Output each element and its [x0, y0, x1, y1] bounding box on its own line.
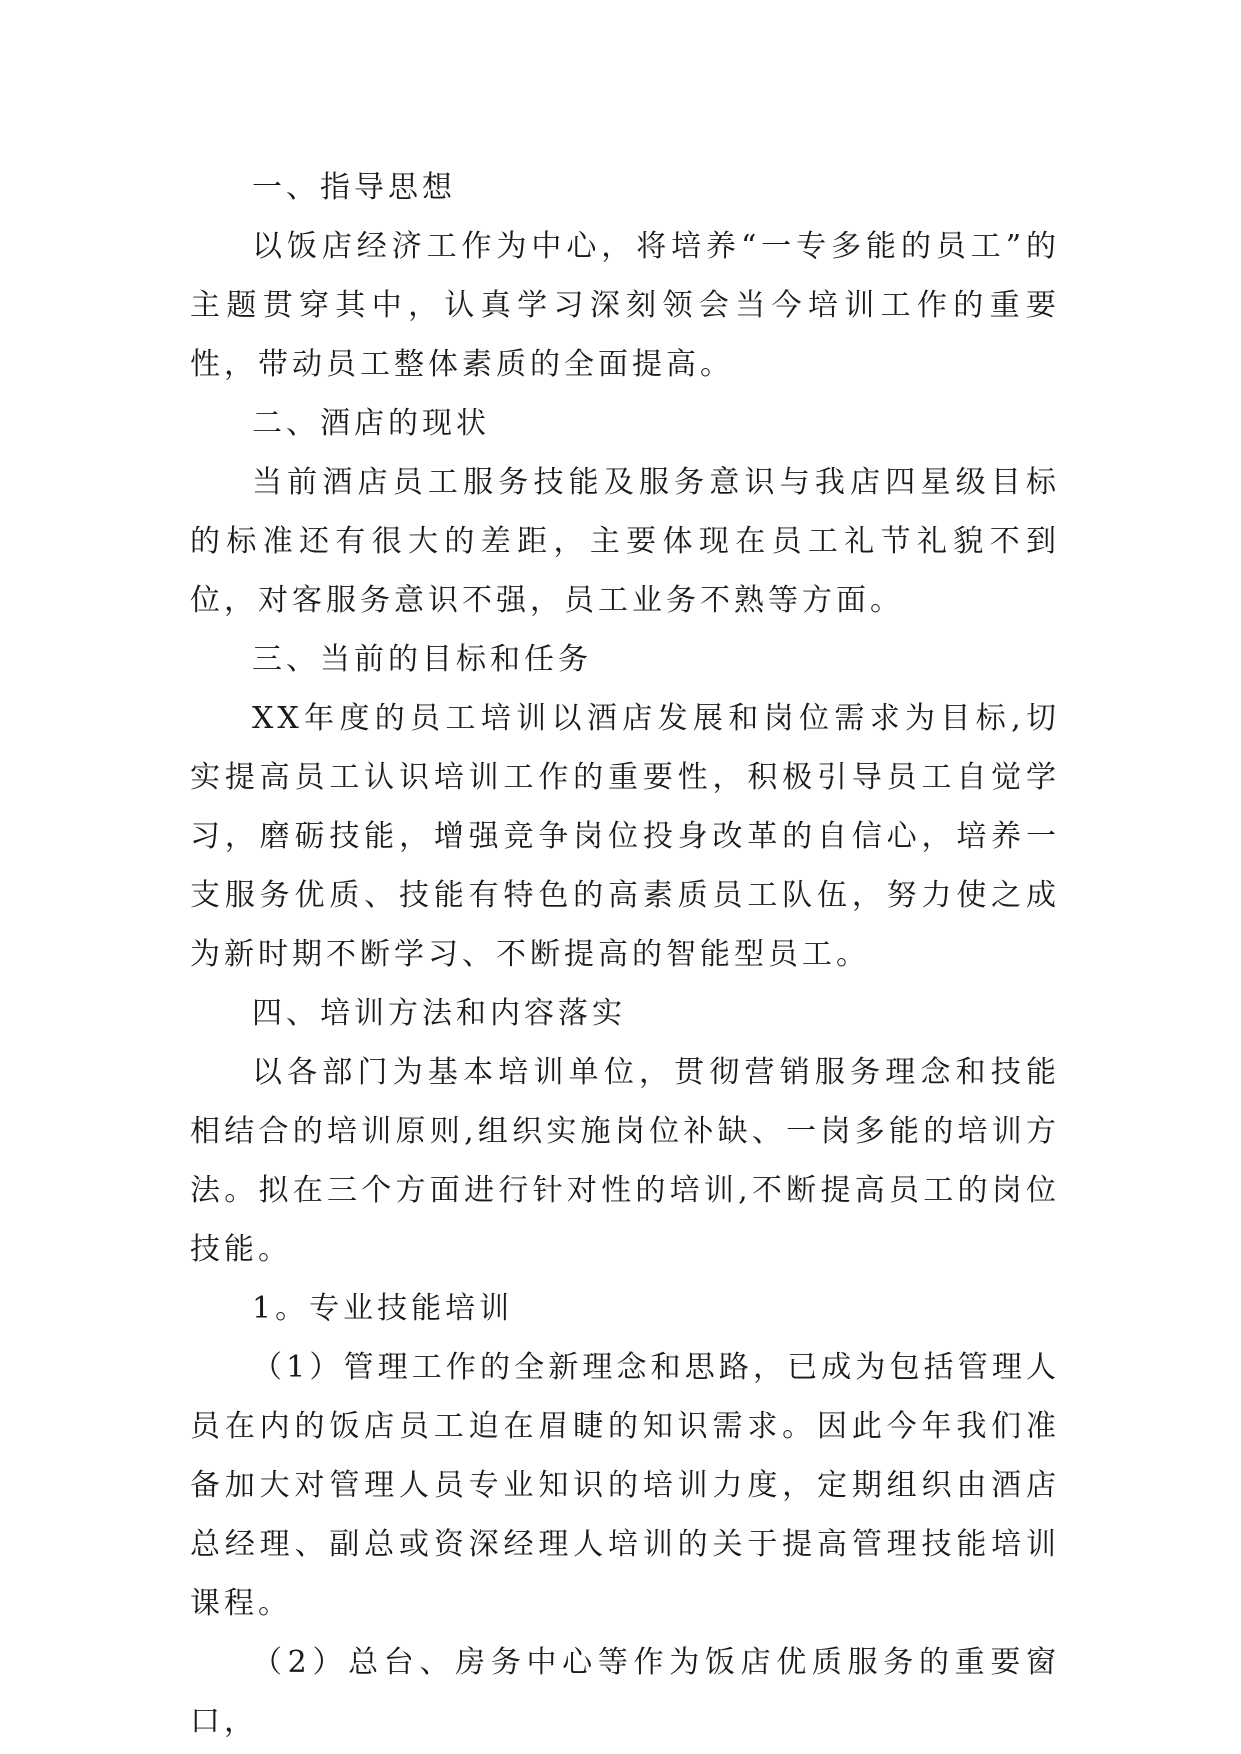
section-heading-guiding-thought: 一、指导思想	[252, 170, 456, 205]
paragraph-hotel-status: 当前酒店员工服务技能及服务意识与我店四星级目标的标准还有很大的差距，主要体现在员工礼节礼貌不到位，对客服务意识不强，员工业务不熟等方面。	[190, 465, 1060, 618]
paragraph-goals-tasks: XX年度的员工培训以酒店发展和岗位需求为目标,切实提高员工认识培训工作的重要性，积极引导员工自觉学习，磨砺技能，增强竞争岗位投身改革的自信心，培养一支服务优质、技能有特色的高素质员工队伍，努力使之成为新时期不断学习、不断提高的智能型员工。	[190, 701, 1060, 972]
paragraph-item-2: （2）总台、房务中心等作为饭店优质服务的重要窗口，	[190, 1645, 1060, 1739]
document-body	[190, 158, 1060, 1751]
section-heading-goals-tasks: 三、当前的目标和任务	[252, 642, 592, 677]
section-heading-training-methods: 四、培训方法和内容落实	[252, 996, 626, 1031]
paragraph-item-1: （1）管理工作的全新理念和思路，已成为包括管理人员在内的饭店员工迫在眉睫的知识需求。因此今年我们准备加大对管理人员专业知识的培训力度，定期组织由酒店总经理、副总或资深经理人培训的关于提高管理技能培训课程。	[190, 1350, 1060, 1621]
subsection-heading-professional-skills: 1。专业技能培训	[252, 1291, 514, 1326]
paragraph-guiding-thought: 以饭店经济工作为中心，将培养“一专多能的员工”的主题贯穿其中，认真学习深刻领会当今培训工作的重要性，带动员工整体素质的全面提高。	[190, 229, 1060, 382]
section-heading-hotel-status: 二、酒店的现状	[252, 406, 490, 441]
paragraph-training-methods: 以各部门为基本培训单位，贯彻营销服务理念和技能相结合的培训原则,组织实施岗位补缺、一岗多能的培训方法。拟在三个方面进行针对性的培训,不断提高员工的岗位技能。	[190, 1055, 1060, 1267]
